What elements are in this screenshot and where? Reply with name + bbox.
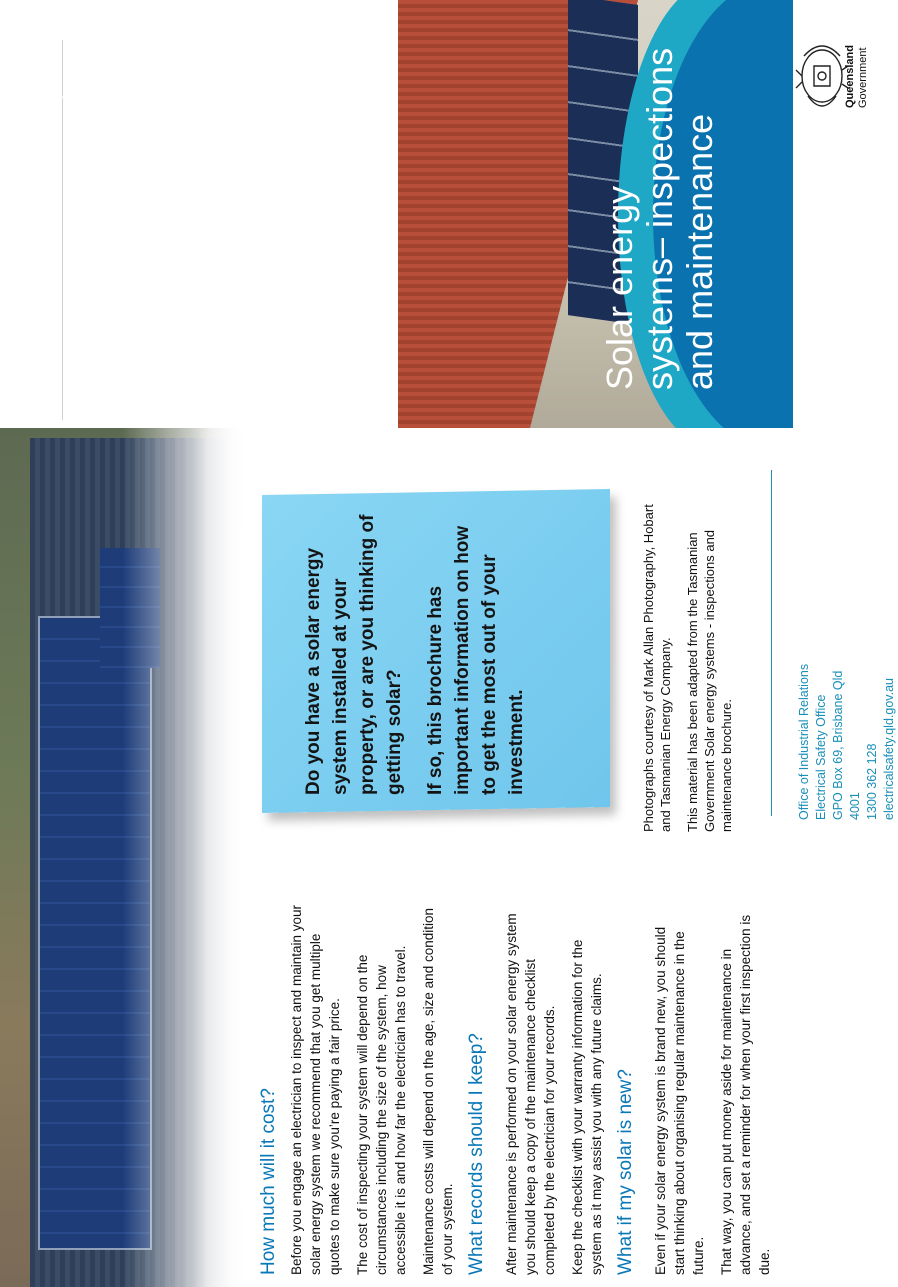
contact-phone: 1300 362 128 xyxy=(865,743,879,820)
paragraph: After maintenance is performed on your solar energy system you should keep a copy of the maintenance checklist completed by the electrician for your records. xyxy=(504,913,557,1275)
cover-title: Solar energy systems– inspections and maintenance xyxy=(599,47,720,390)
contact-org: Office of Industrial Relations xyxy=(797,663,811,820)
paragraph: Even if your solar energy system is brand new, you should start thinking about organising regular maintenance in the future. xyxy=(653,926,706,1275)
paragraph: Keep the checklist with your warranty information for the system as it may assist you with any future claims. xyxy=(570,939,604,1275)
office-label: Electrical Safety Office xyxy=(48,49,65,200)
callout-answer: If so, this brochure has important information on how to get the most out of your investment. xyxy=(425,525,527,795)
contact-address: GPO Box 69, Brisbane Qld 4001 xyxy=(831,670,862,820)
aerial-solar-photo xyxy=(0,428,245,1287)
adapted-note: This material has been adapted from the Tasmanian Government Solar energy systems - inspections and maintenance brochure. xyxy=(685,529,734,832)
section-heading: What records should I keep? xyxy=(466,1033,487,1275)
callout-question: Do you have a solar energy system installed at your property, or are you thinking of getting solar? xyxy=(303,514,405,795)
credits xyxy=(640,482,740,832)
contact-website-link[interactable]: electricalsafety.qld.gov.au xyxy=(882,678,896,820)
paragraph: Maintenance costs will depend on the age, size and condition of your system. xyxy=(421,908,455,1275)
contact-office: Electrical Safety Office xyxy=(814,694,828,820)
section-heading: What if my solar is new? xyxy=(615,1069,636,1275)
queensland-government-wordmark: Queensland Government xyxy=(844,45,869,108)
callout-text xyxy=(300,505,580,795)
photo-credit: Photographs courtesy of Mark Allan Photography, Hobart and Tasmanian Energy Company. xyxy=(641,504,673,832)
section-heading: How much will it cost? xyxy=(258,1088,279,1275)
contact-block xyxy=(796,650,896,820)
paragraph: The cost of inspecting your system will depend on the circumstances including the size of the system, how accessible it is and how far the electrician has to travel. xyxy=(355,945,408,1275)
divider xyxy=(771,470,772,816)
main-text-column xyxy=(258,905,772,1275)
paragraph: That way, you can put money aside for maintenance in advance, and set a reminder for when your first inspection is due. xyxy=(719,914,772,1275)
paragraph: Before you engage an electrician to inspect and maintain your solar energy system we recommend that you get multiple quotes to make sure you’re paying a fair price. xyxy=(289,905,342,1275)
